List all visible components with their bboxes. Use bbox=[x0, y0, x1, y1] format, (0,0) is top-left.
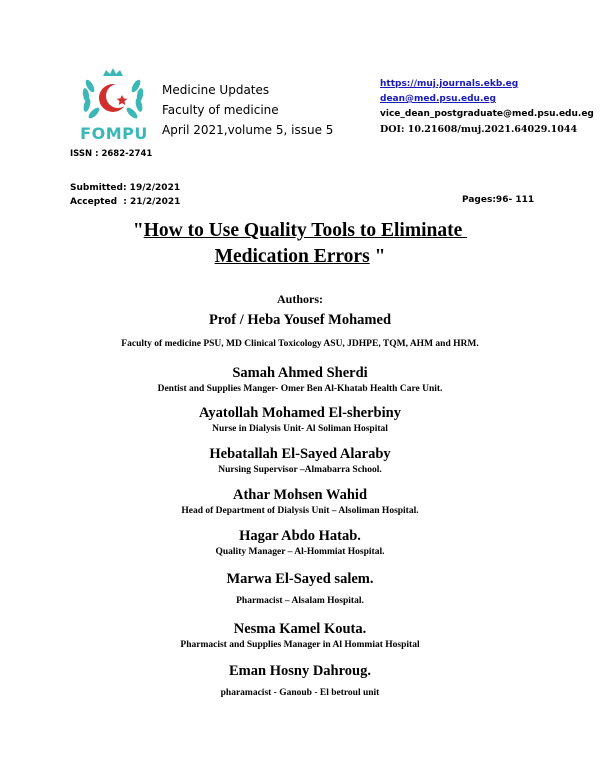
author-entry bbox=[0, 662, 600, 698]
journal-logo bbox=[70, 68, 156, 148]
accepted-date: Accepted : 21/2/2021 bbox=[70, 197, 181, 207]
author-entry bbox=[0, 364, 600, 394]
author-affiliation: Quality Manager – Al-Hommiat Hospital. bbox=[215, 547, 385, 557]
crescent-emblem-icon bbox=[70, 68, 156, 126]
author-affiliation: Head of Department of Dialysis Unit – Alsoliman Hospital. bbox=[181, 506, 419, 516]
author-name: Marwa El-Sayed salem. bbox=[226, 571, 374, 587]
dean-email-link[interactable]: dean@med.psu.edu.eg bbox=[380, 94, 496, 104]
author-entry bbox=[0, 620, 600, 650]
title-line-2: Medication Errors bbox=[214, 246, 370, 267]
author-name: Nesma Kamel Kouta. bbox=[233, 621, 367, 637]
journal-info bbox=[162, 80, 333, 140]
author-entry bbox=[0, 311, 600, 349]
author-name: Ayatollah Mohamed El-sherbiny bbox=[199, 405, 401, 421]
title-line-1: How to Use Quality Tools to Eliminate bbox=[143, 220, 468, 241]
author-name: Prof / Heba Yousef Mohamed bbox=[208, 312, 392, 328]
page-range: Pages:96- 111 bbox=[462, 195, 535, 205]
journal-name: Medicine Updates bbox=[162, 83, 270, 97]
author-affiliation: Nurse in Dialysis Unit- Al Soliman Hospital bbox=[212, 424, 388, 434]
author-entry bbox=[0, 527, 600, 557]
issue-info: April 2021,volume 5, issue 5 bbox=[162, 123, 334, 137]
contact-info bbox=[380, 77, 594, 137]
journal-url-link[interactable]: https://muj.journals.ekb.eg bbox=[380, 79, 519, 89]
author-affiliation: Pharmacist and Supplies Manager in Al Hommiat Hospital bbox=[180, 640, 420, 650]
faculty-name: Faculty of medicine bbox=[162, 103, 279, 117]
doi-text: DOI: 10.21608/muj.2021.64029.1044 bbox=[380, 124, 578, 135]
article-title bbox=[60, 218, 540, 270]
submitted-date: Submitted: 19/2/2021 bbox=[70, 183, 181, 193]
issn-label: ISSN : 2682-2741 bbox=[70, 149, 153, 159]
author-affiliation: pharamacist - Ganoub - El betroul unit bbox=[220, 688, 380, 698]
author-name: Samah Ahmed Sherdi bbox=[232, 365, 368, 381]
author-entry bbox=[0, 486, 600, 516]
vice-dean-email: vice_dean_postgraduate@med.psu.edu.eg bbox=[380, 109, 594, 119]
author-affiliation: Faculty of medicine PSU, MD Clinical Toxicology ASU, JDHPE, TQM, AHM and HRM. bbox=[121, 339, 479, 349]
submission-dates bbox=[70, 181, 180, 209]
title-close-quote: " bbox=[369, 246, 386, 267]
title-open-quote: " bbox=[132, 220, 144, 241]
author-affiliation: Dentist and Supplies Manger- Omer Ben Al-Khatab Health Care Unit. bbox=[157, 384, 443, 394]
author-name: Hagar Abdo Hatab. bbox=[239, 528, 361, 544]
logo-wordmark: FOMPU bbox=[80, 124, 148, 143]
author-name: Hebatallah El-Sayed Alaraby bbox=[209, 446, 391, 462]
author-entry bbox=[0, 404, 600, 434]
author-affiliation: Nursing Supervisor –Almabarra School. bbox=[218, 465, 382, 475]
author-entry bbox=[0, 445, 600, 475]
author-name: Athar Mohsen Wahid bbox=[232, 487, 368, 503]
author-affiliation: Pharmacist – Alsalam Hospital. bbox=[236, 596, 364, 606]
authors-heading: Authors: bbox=[276, 292, 323, 306]
author-name: Eman Hosny Dahroug. bbox=[229, 663, 371, 679]
author-entry bbox=[0, 570, 600, 606]
